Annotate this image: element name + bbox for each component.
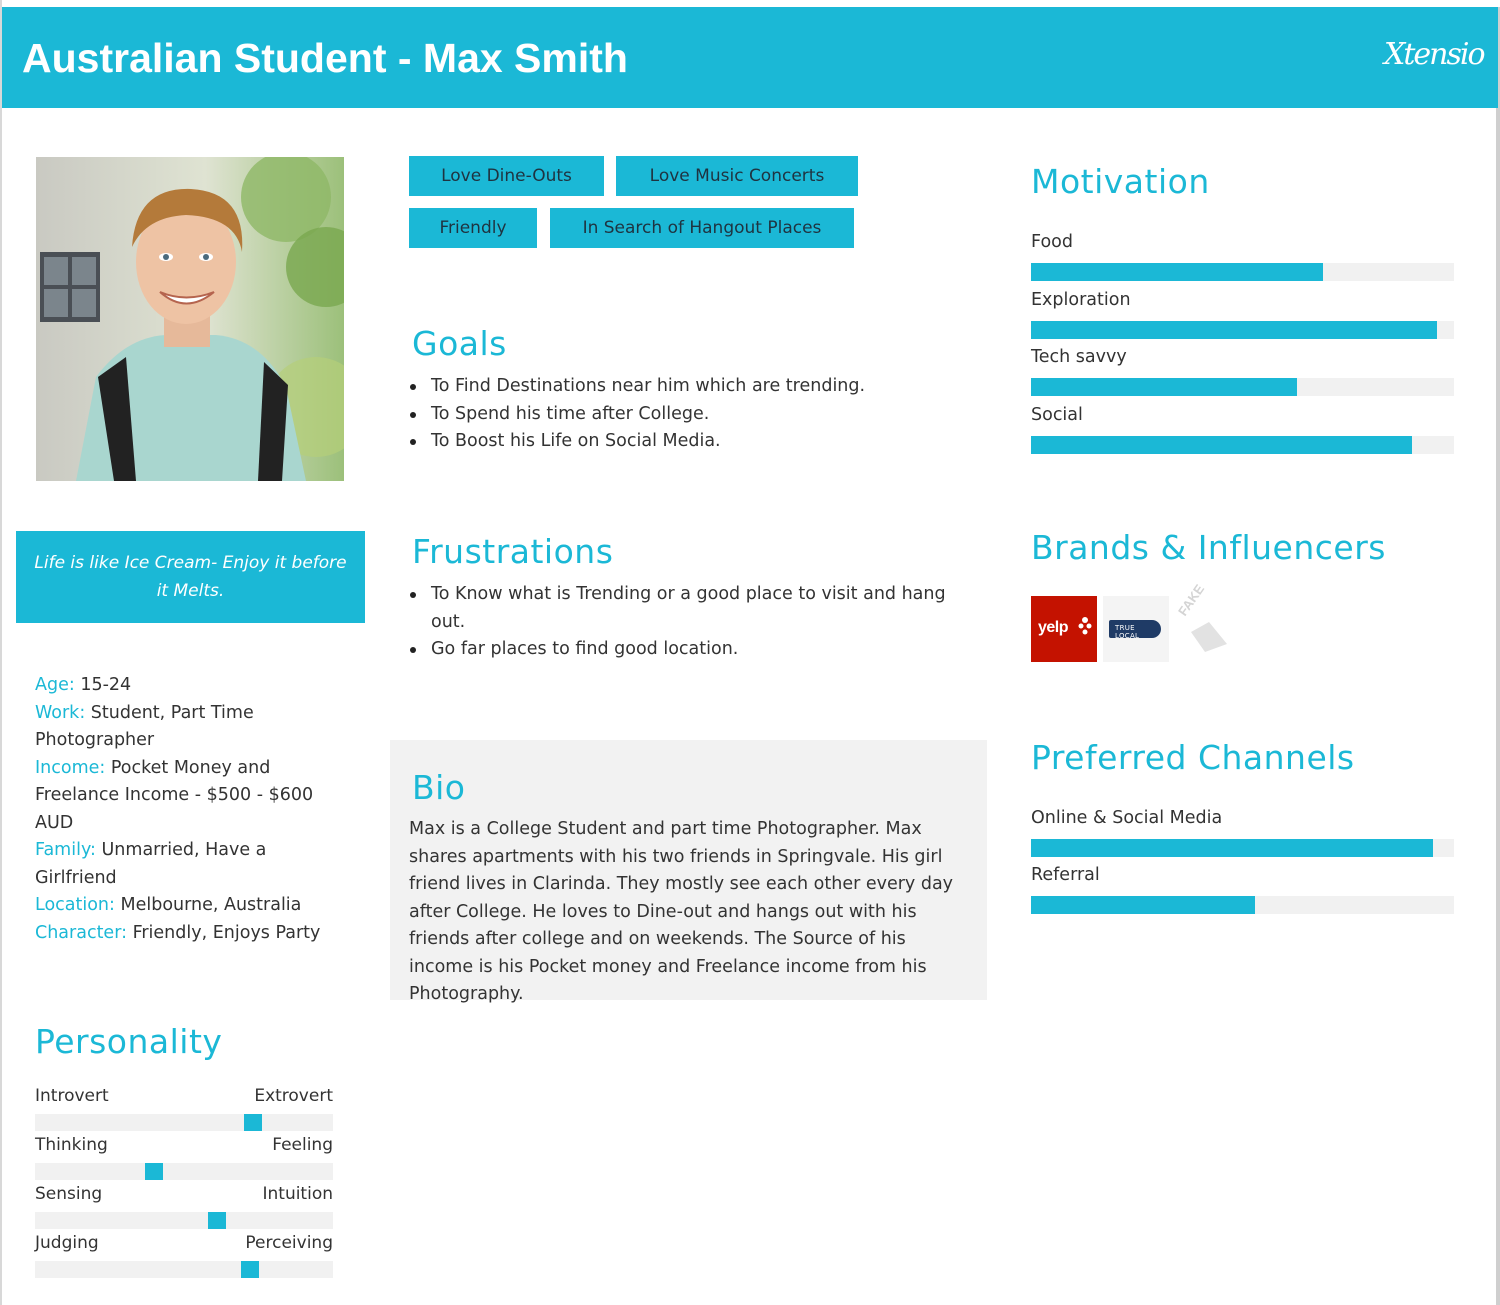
personality-scales [35, 1086, 333, 1282]
info-income: Income: Pocket Money and Freelance Income - $500 - $600 AUD [35, 757, 314, 833]
frustrations-list [409, 581, 954, 664]
info-work: Work: Student, Part Time Photographer [35, 702, 254, 750]
tag-love-dine-outs: Love Dine-Outs [409, 156, 604, 196]
tag-hangout-places: In Search of Hangout Places [550, 208, 854, 248]
list-item: To Know what is Trending or a good place to visit and hang out. [409, 581, 954, 636]
channel-label: Referral [1031, 865, 1100, 885]
channel-row [1031, 808, 1454, 830]
motivation-title: Motivation [1031, 162, 1210, 201]
fake-shape-icon [1191, 622, 1227, 652]
motivation-track [1031, 321, 1454, 339]
motivation-fill [1031, 263, 1323, 281]
trait-track [35, 1261, 333, 1278]
top-strip [2, 0, 1500, 7]
list-item: To Boost his Life on Social Media. [409, 428, 969, 456]
trait-right-label: Intuition [262, 1184, 333, 1204]
page-title: Australian Student - Max Smith [22, 35, 628, 81]
info-character: Character: Friendly, Enjoys Party [35, 922, 321, 943]
motivation-label: Food [1031, 232, 1073, 252]
motivation-row [1031, 232, 1454, 254]
trait-track [35, 1114, 333, 1131]
trait-left-label: Judging [35, 1233, 99, 1253]
trait-right-label: Extrovert [254, 1086, 333, 1106]
info-location: Location: Melbourne, Australia [35, 895, 302, 915]
brands-title: Brands & Influencers [1031, 528, 1386, 567]
xtensio-logo[interactable]: Xtensio [1384, 37, 1484, 72]
yelp-logo-icon[interactable]: yelp [1031, 596, 1097, 662]
channel-track [1031, 896, 1454, 914]
frustrations-title: Frustrations [412, 532, 614, 571]
channel-track [1031, 839, 1454, 857]
trait-left-label: Introvert [35, 1086, 109, 1106]
trait-left-label: Sensing [35, 1184, 103, 1204]
trait-row [35, 1184, 333, 1233]
portrait-photo-icon [36, 157, 344, 481]
profile-photo [36, 157, 344, 481]
trait-marker [244, 1114, 262, 1131]
list-item: To Spend his time after College. [409, 401, 969, 429]
trait-row [35, 1086, 333, 1135]
tag-love-music-concerts: Love Music Concerts [616, 156, 858, 196]
trait-marker [145, 1163, 163, 1180]
motivation-label: Exploration [1031, 290, 1131, 310]
motivation-label: Social [1031, 405, 1083, 425]
fake-logo-icon[interactable]: FAKE [1169, 596, 1235, 662]
trait-row [35, 1135, 333, 1184]
trait-track [35, 1212, 333, 1229]
info-age: Age: 15-24 [35, 675, 132, 695]
channels-title: Preferred Channels [1031, 738, 1355, 777]
quote-box: Life is like Ice Cream- Enjoy it before it Melts. [16, 531, 365, 623]
motivation-row [1031, 347, 1454, 369]
motivation-label: Tech savvy [1031, 347, 1127, 367]
motivation-fill [1031, 321, 1437, 339]
bio-text: Max is a College Student and part time Photographer. Max shares apartments with his two friends in Springvale. His girl friend lives in Clarinda. They mostly see each other every day after College. He loves to Dine-out and hangs out with his friends after college and on weekends. The Source of his income is his Pocket money and Freelance income from his Photography. [409, 819, 954, 1004]
motivation-track [1031, 263, 1454, 281]
channel-fill [1031, 839, 1433, 857]
tag-friendly: Friendly [409, 208, 537, 248]
trait-marker [208, 1212, 226, 1229]
motivation-row [1031, 405, 1454, 427]
header-bar [2, 7, 1498, 108]
yelp-burst-icon [1078, 616, 1092, 636]
motivation-track [1031, 436, 1454, 454]
motivation-fill [1031, 378, 1297, 396]
personality-title: Personality [35, 1022, 223, 1061]
list-item: To Find Destinations near him which are trending. [409, 373, 969, 401]
motivation-fill [1031, 436, 1412, 454]
info-family: Family: Unmarried, Have a Girlfriend [35, 840, 267, 888]
list-item: Go far places to find good location. [409, 636, 954, 664]
channel-row [1031, 865, 1454, 887]
trait-row [35, 1233, 333, 1282]
trait-marker [241, 1261, 259, 1278]
trait-right-label: Perceiving [245, 1233, 333, 1253]
goals-list [409, 373, 969, 456]
trait-track [35, 1163, 333, 1180]
motivation-row [1031, 290, 1454, 312]
channel-label: Online & Social Media [1031, 808, 1223, 828]
goals-title: Goals [412, 324, 507, 363]
profile-info [35, 672, 345, 947]
channel-fill [1031, 896, 1255, 914]
bio-title: Bio [412, 768, 466, 807]
truelocal-logo-icon[interactable]: TRUE LOCAL [1103, 596, 1169, 662]
trait-right-label: Feeling [272, 1135, 333, 1155]
trait-left-label: Thinking [35, 1135, 108, 1155]
motivation-track [1031, 378, 1454, 396]
